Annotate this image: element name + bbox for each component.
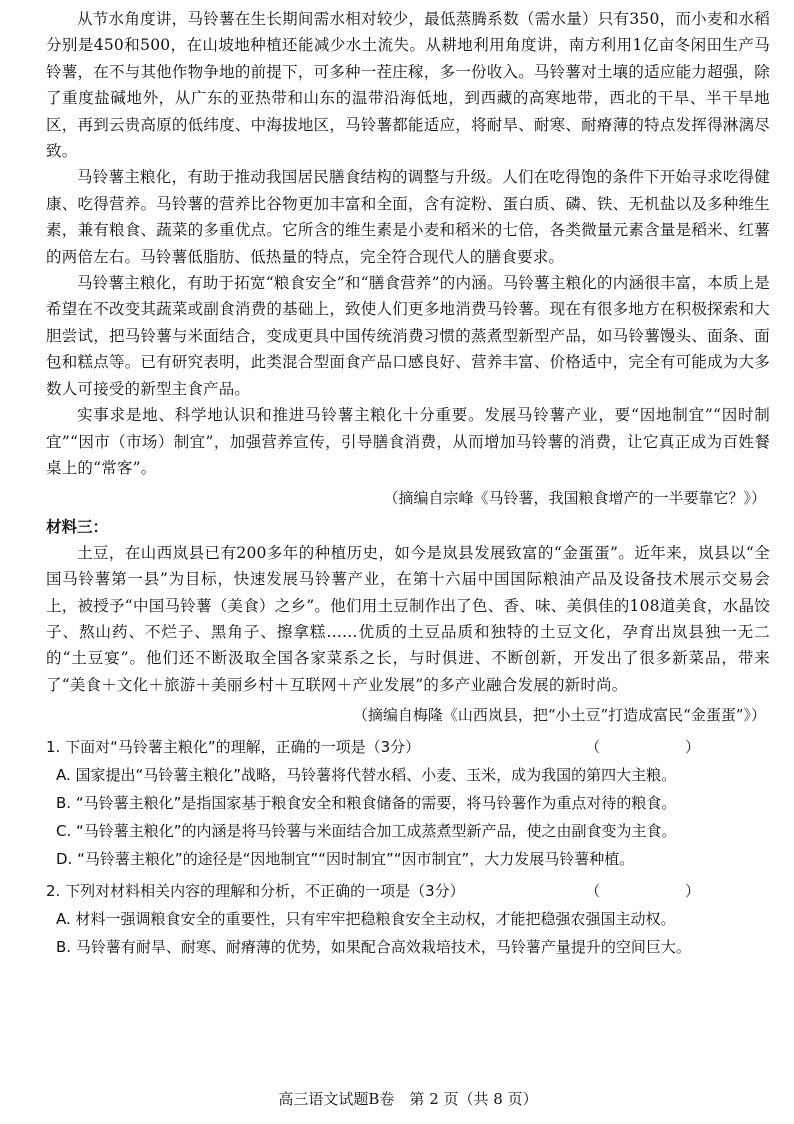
option-b[interactable]: B. “马铃薯主粮化”是指国家基于粮食安全和粮食储备的需要，将马铃薯作为重点对待的粮食。 (56, 793, 677, 812)
material-three-heading: 材料三： (46, 516, 109, 536)
paragraph-scientific-promotion: 实事求是地、科学地认识和推进马铃薯主粮化十分重要。发展马铃薯产业，要“因地制宜”“因时制宜”“因市（市场）制宜”，加强营养宣传，引导膳食消费，从而增加马铃薯的消费，让它真正成为百姓餐桌上的“常客”。 (46, 406, 770, 477)
option-d[interactable]: D. “马铃薯主粮化”的途径是“因地制宜”“因时制宜”“因市制宜”，大力发展马铃薯种植。 (56, 849, 635, 868)
exam-page (46, 0, 770, 1124)
material-three-source: （摘编自梅隆《山西岚县，把“小土豆”打造成富民“金蛋蛋”》） (352, 706, 766, 725)
material-two-source: （摘编自宗峰《马铃薯，我国粮食增产的一半要靠它？》） (383, 489, 766, 508)
option-a[interactable]: A. 国家提出“马铃薯主粮化”战略，马铃薯将代替水稻、小麦、玉米，成为我国的第四大主粮。 (56, 765, 677, 784)
option-b[interactable]: B. 马铃薯有耐旱、耐寒、耐瘠薄的优势，如果配合高效栽培技术，马铃薯产量提升的空间巨大。 (56, 937, 691, 956)
option-c[interactable]: C. “马铃薯主粮化”的内涵是将马铃薯与米面结合加工成蒸煮型新产品，使之由副食变为主食。 (56, 821, 677, 840)
option-a[interactable]: A. 材料一强调粮食安全的重要性，只有牢牢把稳粮食安全主动权，才能把稳强农强国主动权。 (56, 909, 676, 928)
material-two-passage (46, 0, 770, 481)
paragraph-diet-structure: 马铃薯主粮化，有助于推动我国居民膳食结构的调整与升级。人们在吃得饱的条件下开始寻求吃得健康、吃得营养。马铃薯的营养比谷物更加丰富和全面，含有淀粉、蛋白质、磷、铁、无机盐以及多种维生素，兼有粮食、蔬菜的多重优点。它所含的维生素是小麦和稻米的七倍，各类微量元素含量是稻米、红薯的两倍左右。马铃薯低脂肪、低热量的特点，完全符合现代人的膳食要求。 (46, 168, 770, 266)
paragraph-lanxian-potato: 土豆，在山西岚县已有200多年的种植历史，如今是岚县发展致富的“金蛋蛋”。近年来，岚县以“全国马铃薯第一县”为目标，快速发展马铃薯产业，在第十六届中国国际粮油产品及设备技术展示交易会上，被授予“中国马铃薯（美食）之乡”。他们用土豆制作出了色、香、味、美俱佳的108道美食，水晶饺子、熬山药、不烂子、黑角子、擦拿糕……优质的土豆品质和独特的土豆文化，孕育出岚县独一无二的“土豆宴”。他们还不断汲取全国各家菜系之长，与时俱进、不断创新，开发出了很多新菜品，带来了“美食＋文化＋旅游＋美丽乡村＋互联网＋产业发展”的多产业融合发展的新时尚。 (46, 543, 770, 694)
paragraph-water-soil: 从节水角度讲，马铃薯在生长期间需水相对较少，最低蒸腾系数（需水量）只有350，而小麦和水稻分别是450和500，在山坡地种植还能减少水土流失。从耕地利用角度讲，南方利用1亿亩冬闲田生产马铃薯，在不与其他作物争地的前提下，可多种一茬庄稼，多一份收入。马铃薯对土壤的适应能力超强，除了重度盐碱地外，从广东的亚热带和山东的温带沿海低地，到西藏的高寒地带，西北的干旱、半干旱地区，再到云贵高原的低纬度、中海拔地区，马铃薯都能适应，将耐旱、耐寒、耐瘠薄的特点发挥得淋漓尽致。 (46, 10, 770, 161)
question-stem-text: 2. 下列对材料相关内容的理解和分析，不正确的一项是（3分） (46, 881, 465, 900)
answer-bracket[interactable]: （ ） (585, 881, 740, 900)
page-footer: 高三语文试题B卷 第 2 页（共 8 页） (278, 1090, 538, 1108)
question-stem (46, 877, 770, 905)
answer-bracket[interactable]: （ ） (585, 737, 740, 756)
question-stem-text: 1. 下面对“马铃薯主粮化”的理解，正确的一项是（3分） (46, 737, 421, 756)
paragraph-food-security: 马铃薯主粮化，有助于拓宽“粮食安全”和“膳食营养”的内涵。马铃薯主粮化的内涵很丰富，本质上是希望在不改变其蔬菜或副食消费的基础上，致使人们更多地消费马铃薯。现在有很多地方在积极探索和大胆尝试，把马铃薯与米面结合，变成更具中国传统消费习惯的蒸煮型新型产品，如马铃薯馒头、面条、面包和糕点等。已有研究表明，此类混合型面食产品口感良好、营养丰富、价格适中，完全有可能成为大多数人可接受的新型主食产品。 (46, 274, 770, 398)
question-1 (46, 733, 770, 873)
material-three-passage (46, 540, 770, 698)
question-2 (46, 877, 770, 961)
question-stem (46, 733, 770, 761)
